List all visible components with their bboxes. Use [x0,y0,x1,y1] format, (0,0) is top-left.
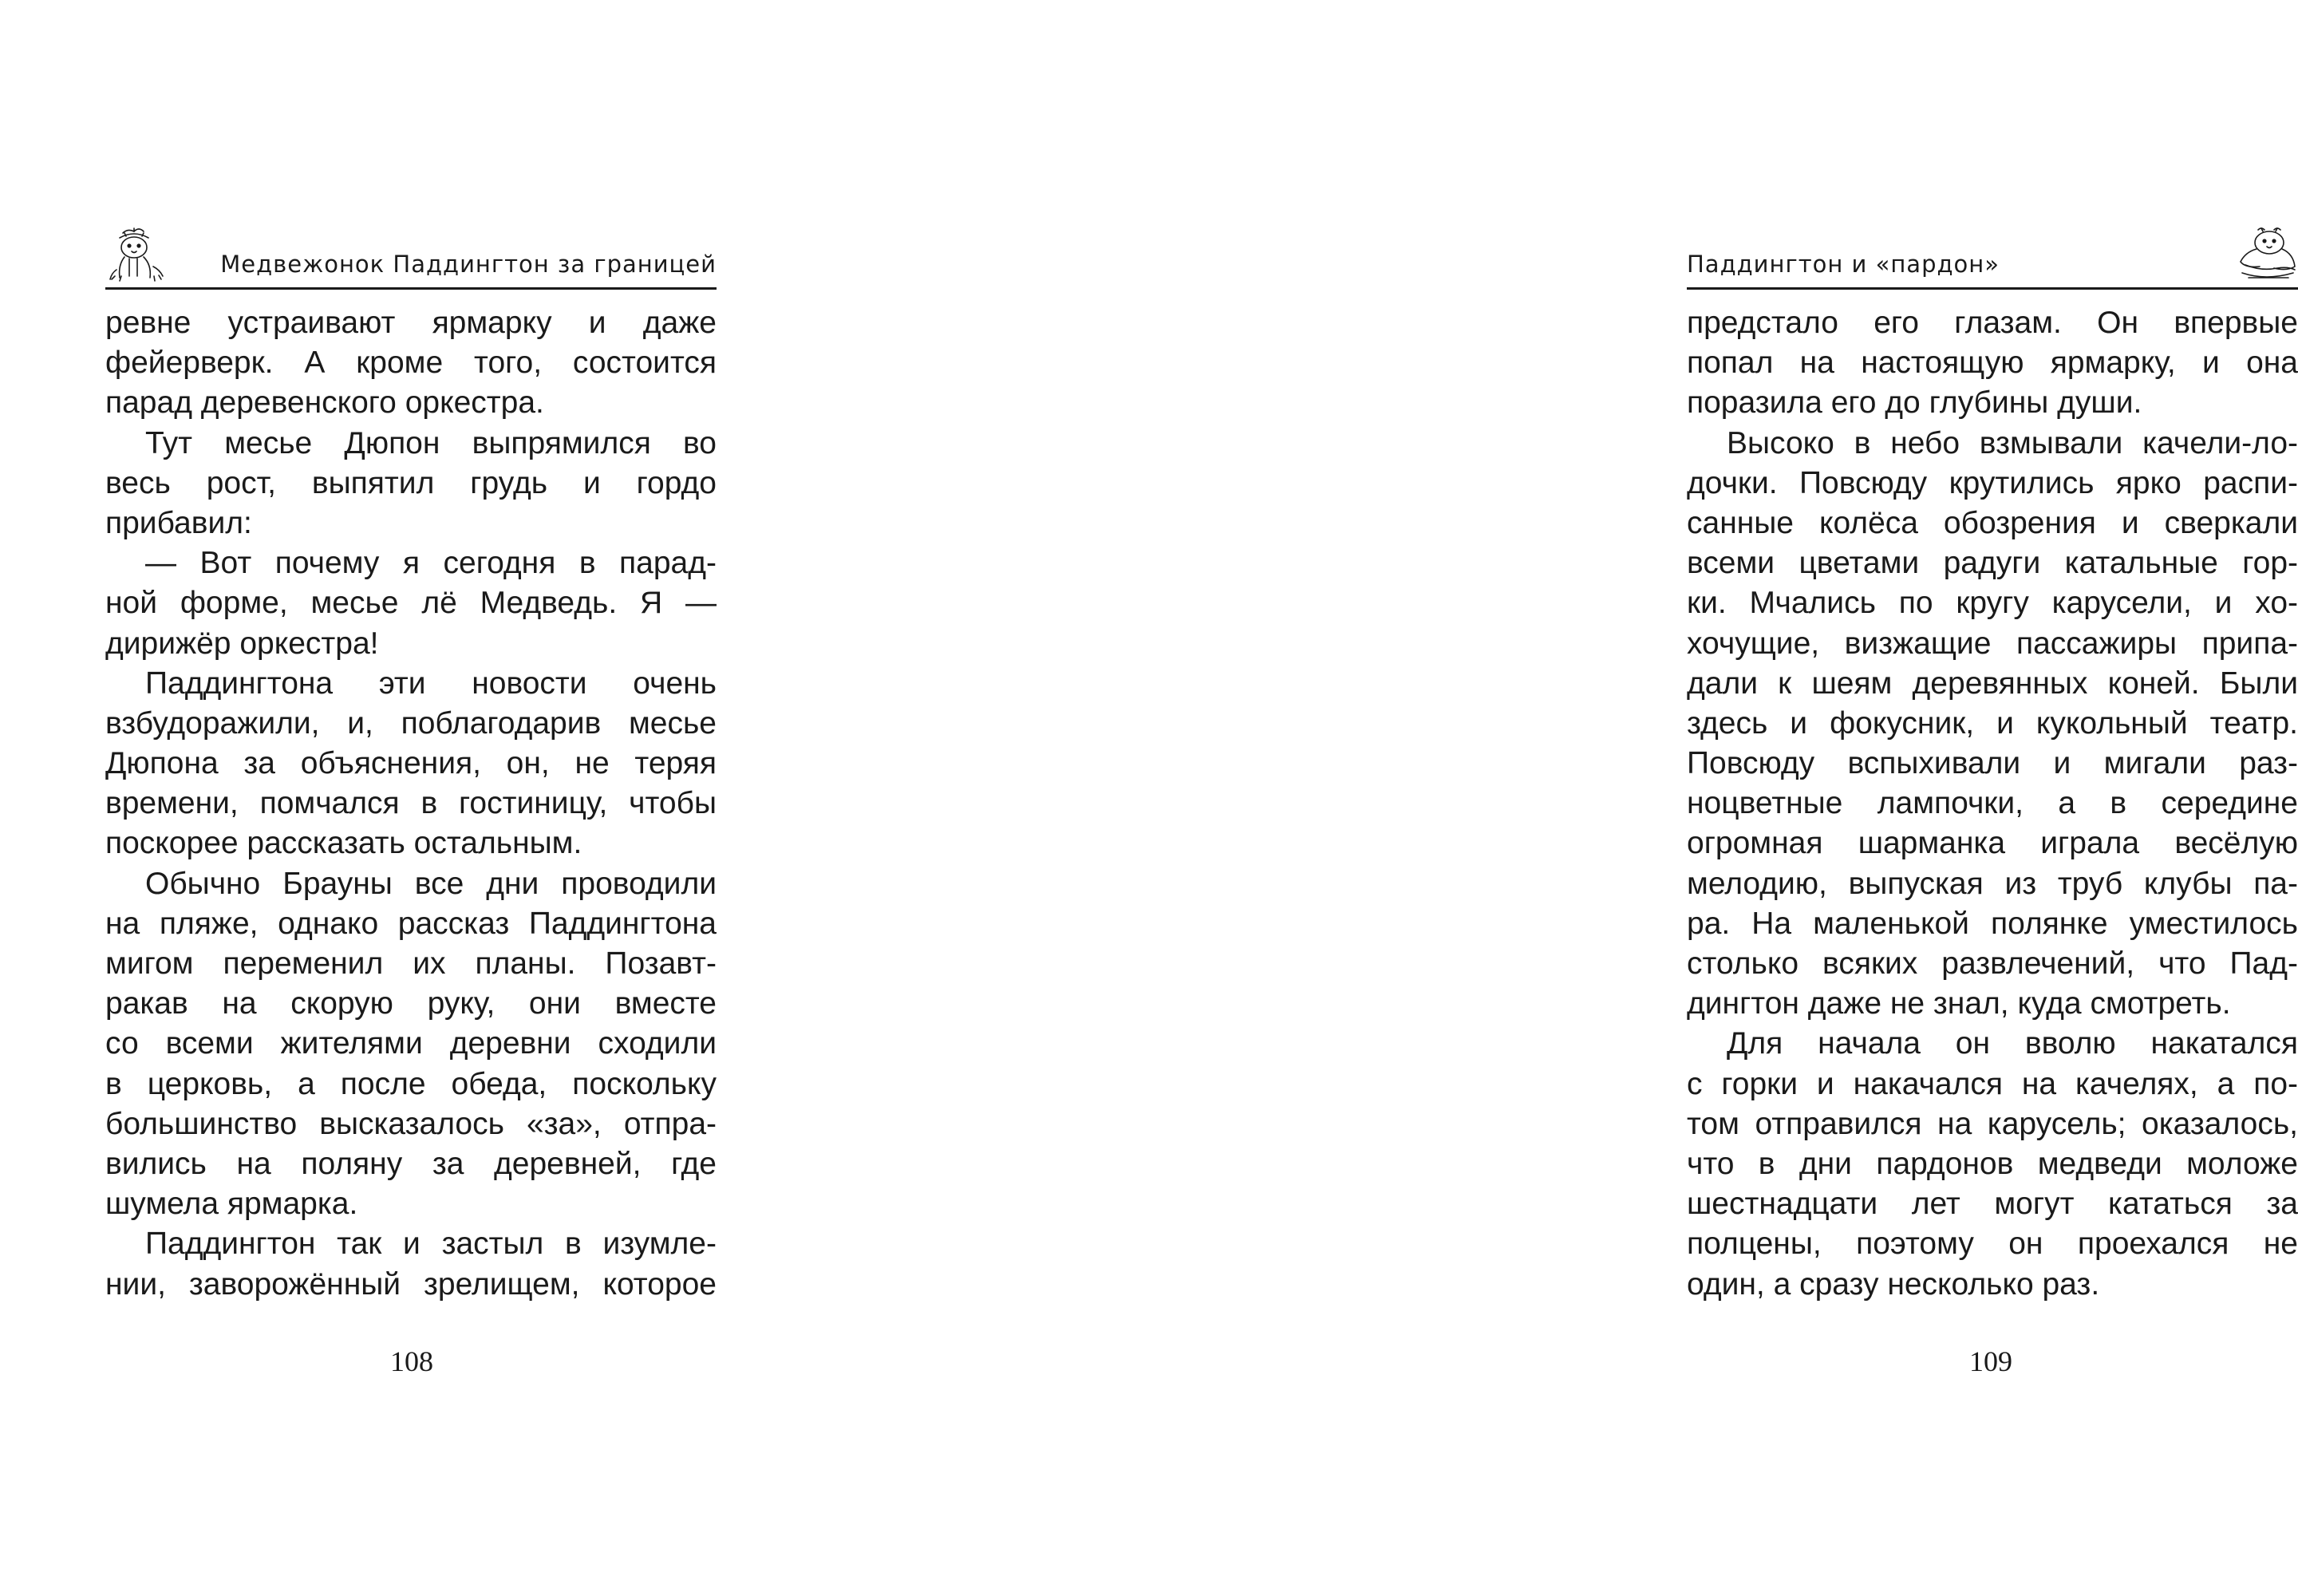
right-page [798,0,2298,1596]
text-line: что в дни пардонов медведи моложе [1687,1146,2298,1181]
text-line: — Вот почему я сегодня в парад- [145,546,717,581]
page-number: 108 [390,1345,433,1377]
text-line: прибавил: [105,505,252,540]
text-line: фейерверк. А кроме того, состоится [105,346,717,381]
text-line: Высоко в небо взмывали качели-ло- [1727,425,2298,460]
text-line: попал на настоящую ярмарку, и она [1687,346,2298,381]
text-line: дингтон даже не знал, куда смотреть. [1687,986,2231,1021]
body-text [1687,303,2298,1305]
text-line: дали к шеям деревянных коней. Были [1687,666,2298,701]
text-line: Паддингтон так и застыл в изумле- [145,1227,717,1262]
text-line: взбудоражили, и, поблагодарив месье [105,705,717,741]
text-line: полцены, поэтому он проехался не [1687,1227,2298,1262]
text-line: поразила его до глубины души. [1687,385,2142,421]
text-line: дирижёр оркестра! [105,626,379,661]
left-page [0,0,798,1596]
text-line: шумела ярмарка. [105,1187,358,1222]
text-line: весь рост, выпятил грудь и гордо [105,465,717,500]
text-line: времени, помчался в гостиницу, чтобы [105,786,717,821]
text-line: ной форме, месье лё Медведь. Я — [105,586,717,621]
body-text [105,303,717,1305]
text-line: ноцветные лампочки, а в середине [1687,786,2298,821]
text-line: Для начала он вволю накатался [1727,1026,2298,1061]
text-line: шестнадцати лет могут кататься за [1687,1187,2298,1222]
text-line: большинство высказалось «за», отпра- [105,1106,717,1141]
running-head-left [105,223,717,290]
text-line: Повсюду вспыхивали и мигали раз- [1687,746,2298,781]
text-line: столько всяких развлечений, что Пад- [1687,946,2298,981]
text-line: поскорее рассказать остальным. [105,826,582,861]
text-line: ревне устраивают ярмарку и даже [105,306,717,340]
text-line: дочки. Повсюду крутились ярко распи- [1687,465,2298,500]
text-line: ки. Мчались по кругу карусели, и хо- [1687,586,2298,621]
bear-illustration-icon [2234,222,2298,286]
text-line: Паддингтона эти новости очень [145,666,717,701]
text-line: Обычно Брауны все дни проводили [145,866,717,901]
running-head-title: Паддингтон и «пардон» [1687,251,2000,278]
text-line: санные колёса обозрения и сверкали [1687,505,2298,540]
text-line: ракав на скорую руку, они вместе [105,986,717,1021]
text-line: вились на поляну за деревней, где [105,1146,717,1181]
text-line: нии, заворожённый зрелищем, которое [105,1266,717,1302]
text-line: парад деревенского оркестра. [105,385,544,421]
text-line: один, а сразу несколько раз. [1687,1266,2100,1302]
text-line: предстало его глазам. Он впервые [1687,306,2298,340]
text-line: всеми цветами радуги катальные гор- [1687,546,2298,581]
text-line: Дюпона за объяснения, он, не теряя [105,746,717,781]
text-line: мигом переменил их планы. Позавт- [105,946,717,981]
text-line: со всеми жителями деревни сходили [105,1026,717,1061]
bear-illustration-icon [105,222,169,286]
text-line: здесь и фокусник, и кукольный театр. [1687,705,2298,741]
text-line: ра. На маленькой полянке уместилось [1687,906,2298,941]
running-head-title: Медвежонок Паддингтон за границей [220,251,717,278]
text-line: хочущие, визжащие пассажиры припа- [1687,626,2298,661]
text-line: мелодию, выпуская из труб клубы па- [1687,866,2298,901]
text-line: в церковь, а после обеда, поскольку [105,1066,717,1101]
running-head-right [1687,223,2298,290]
text-line: огромная шарманка играла весёлую [1687,826,2298,861]
text-line: с горки и накачался на качелях, а по- [1687,1066,2298,1101]
text-line: том отправился на карусель; оказалось, [1687,1106,2298,1141]
text-line: Тут месье Дюпон выпрямился во [145,425,717,460]
page-number: 109 [1969,1345,2012,1377]
text-line: на пляже, однако рассказ Паддингтона [105,906,717,941]
